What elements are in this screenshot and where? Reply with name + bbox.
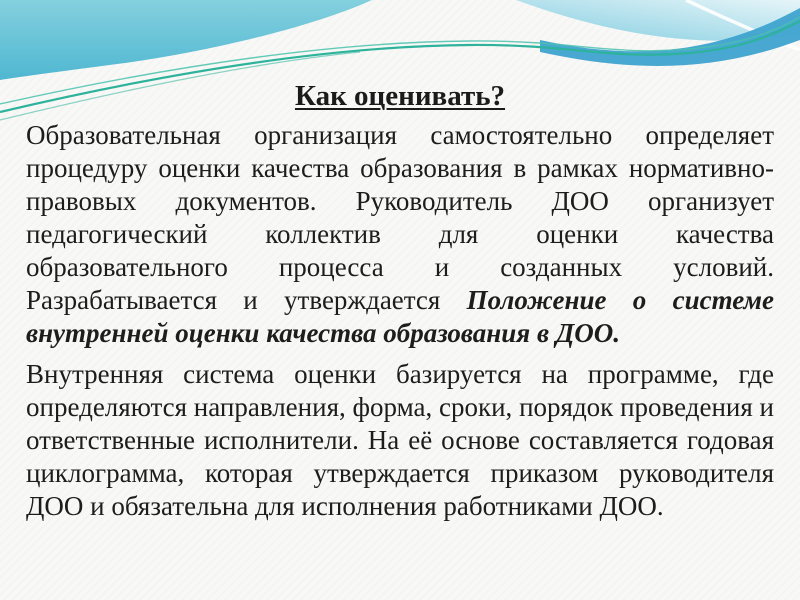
paragraph-1-regular-text: Образовательная организация самостоятельно определяет процедуру оценки качества образования в рамках нормативно-правовых документов. Руководитель ДОО организует педагогический коллектив для оценки качества образовательного процесса и созданных условий. Разрабатывается и утверждается xyxy=(26,120,774,315)
body-paragraph-1 xyxy=(26,119,774,350)
body-paragraph-2: Внутренняя система оценки базируется на программе, где определяются направления, форма, сроки, порядок проведения и ответственные исполнители. На её основе составляется годовая циклограмма, которая утверждается приказом руководителя ДОО и обязательна для исполнения работниками ДОО. xyxy=(26,359,774,521)
slide-content xyxy=(26,0,774,523)
paragraph-1-emphasis-text: Положение о системе внутренней оценки качества образования в ДОО. xyxy=(26,285,775,348)
slide-title: Как оценивать? xyxy=(294,80,506,112)
